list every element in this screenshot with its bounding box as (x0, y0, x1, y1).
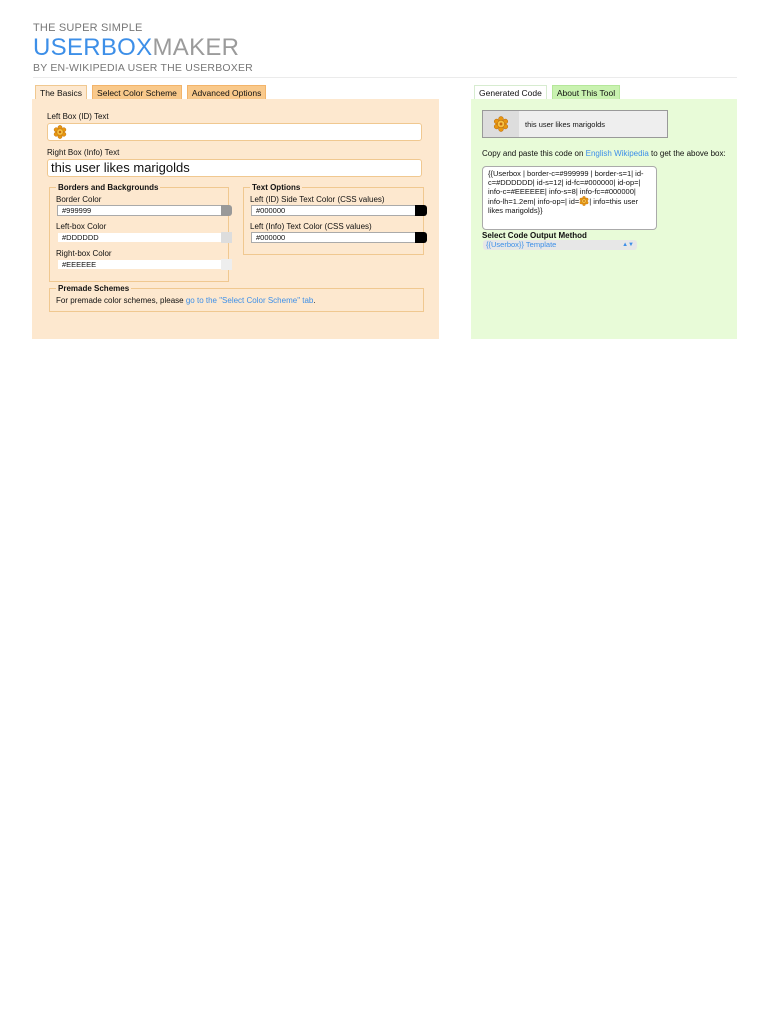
copy-instructions (482, 149, 728, 158)
header-kicker: THE SUPER SIMPLE (33, 22, 143, 34)
right-box-color-label: Right-box Color (56, 249, 112, 258)
header-divider (33, 77, 737, 78)
output-method-value: {{Userbox}} Template (486, 240, 557, 249)
left-box-input[interactable] (47, 123, 422, 141)
premade-legend: Premade Schemes (58, 284, 130, 293)
header-byline: BY EN-WIKIPEDIA USER THE USERBOXER (33, 62, 253, 74)
chevron-updown-icon: ▲▼ (622, 242, 634, 248)
borders-legend: Borders and Backgrounds (58, 183, 159, 192)
border-color-swatch[interactable] (221, 205, 232, 216)
instructions-suffix: to get the above box: (648, 149, 726, 158)
id-text-color-label: Left (ID) Side Text Color (CSS values) (250, 195, 385, 204)
generated-code-text: {{Userbox | border-c=#999999 | border-s=1| id-c=#DDDDDD| id-s=12| id-fc=#000000| id-op=| info-c=#EEEEEE| info-s=8| info-fc=#000000| info-lh=1.2em| info-op=| id= (488, 169, 644, 206)
info-text-color-swatch[interactable] (415, 232, 427, 243)
left-box-color-label: Left-box Color (56, 222, 107, 231)
right-box-color-swatch[interactable] (221, 259, 232, 270)
premade-text (56, 296, 316, 305)
border-color-input[interactable]: #999999 (57, 205, 222, 216)
output-method-label: Select Code Output Method (482, 231, 587, 240)
text-options-legend: Text Options (252, 183, 301, 192)
tab-about-this-tool[interactable]: About This Tool (552, 85, 620, 101)
app-title (33, 35, 737, 61)
tab-generated-code[interactable]: Generated Code (474, 85, 547, 101)
marigold-flower-icon (493, 116, 509, 132)
page-header (33, 22, 737, 74)
premade-text-suffix: . (313, 296, 316, 305)
info-text-color-input[interactable]: #000000 (251, 232, 416, 243)
userbox-preview (482, 110, 668, 138)
tab-select-color-scheme[interactable]: Select Color Scheme (92, 85, 182, 101)
right-box-label: Right Box (Info) Text (47, 148, 120, 157)
left-box-color-swatch[interactable] (221, 232, 232, 243)
output-method-select[interactable] (483, 240, 637, 250)
marigold-flower-icon (579, 196, 589, 206)
info-text-color-label: Left (Info) Text Color (CSS values) (250, 222, 372, 231)
select-color-scheme-link[interactable]: go to the "Select Color Scheme" tab (185, 296, 314, 305)
border-color-label: Border Color (56, 195, 102, 204)
userbox-preview-info: this user likes marigolds (525, 120, 606, 129)
title-part-maker: MAKER (152, 34, 240, 61)
generated-code-tail: | info=this user likes marigolds}} (488, 197, 639, 215)
tab-advanced-options[interactable]: Advanced Options (187, 85, 266, 101)
generated-code-textarea[interactable] (482, 166, 657, 230)
title-part-userbox: USERBOX (33, 34, 153, 61)
right-box-color-input[interactable]: #EEEEEE (57, 259, 222, 270)
marigold-flower-icon (53, 125, 67, 139)
instructions-prefix: Copy and paste this code on (482, 149, 586, 158)
right-box-input[interactable]: this user likes marigolds (47, 159, 422, 177)
left-box-color-input[interactable]: #DDDDDD (57, 232, 222, 243)
userbox-preview-id (483, 111, 519, 137)
english-wikipedia-link[interactable]: English Wikipedia (585, 149, 649, 158)
tab-the-basics[interactable]: The Basics (35, 85, 87, 101)
id-text-color-input[interactable]: #000000 (251, 205, 416, 216)
id-text-color-swatch[interactable] (415, 205, 427, 216)
left-box-label: Left Box (ID) Text (47, 112, 109, 121)
premade-text-prefix: For premade color schemes, please (56, 296, 186, 305)
